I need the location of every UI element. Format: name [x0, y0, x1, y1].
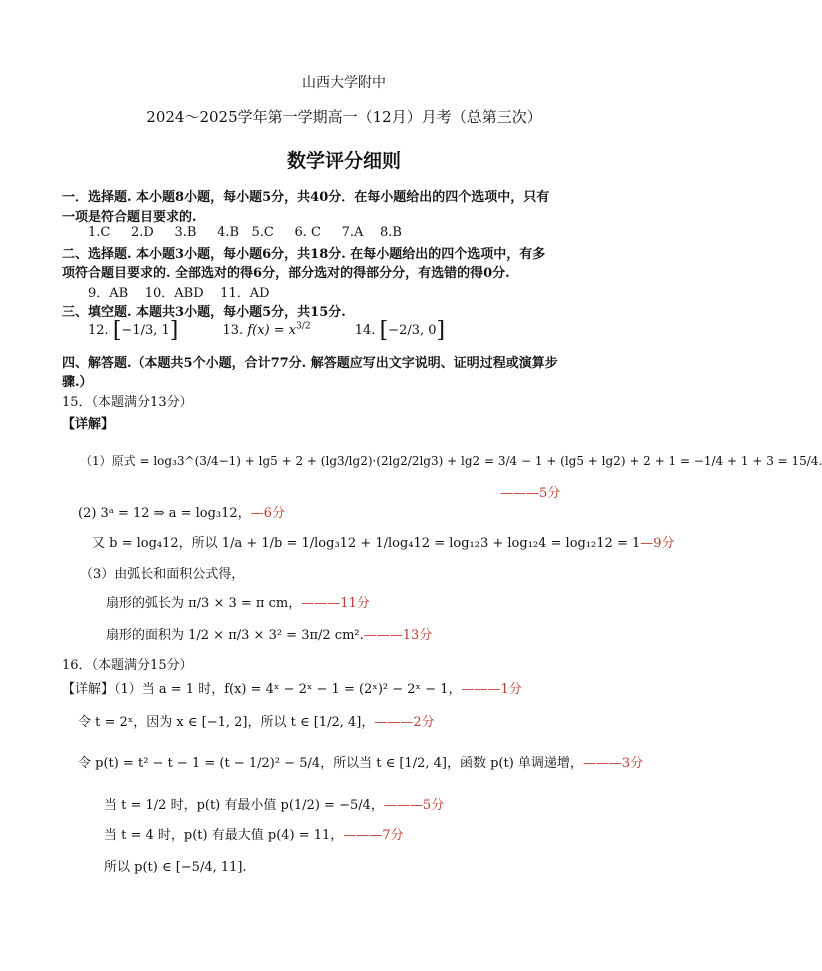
q15-line6: 扇形的面积为 1/2 × π/3 × 3² = 3π/2 cm².———13分 [106, 628, 433, 643]
part3-heading: 三、填空题. 本题共3小题，每小题5分，共15分. [62, 305, 346, 320]
answer-14-label: 14. [354, 323, 376, 338]
q16-score-3: ———3分 [582, 756, 644, 771]
q15-line3: 又 b = log₄12，所以 1/a + 1/b = 1/log₃12 + 1/log₄12 = log₁₂3 + log₁₂4 = log₁₂12 = 1—9分 [92, 536, 675, 551]
q16-line6: 所以 p(t) ∈ [−5/4, 11]. [104, 860, 247, 875]
q15-title: 15．（本题满分13分） [62, 395, 193, 410]
q16-line1: 【详解】（1）当 a = 1 时，f(x) = 4ˣ − 2ˣ − 1 = (2ˣ)² − 2ˣ − 1，———1分 [62, 682, 522, 697]
q15-score-11: ———11分 [301, 596, 370, 611]
q16-score-5: ———5分 [383, 798, 445, 813]
part1-heading: 一．选择题. 本小题8小题，每小题5分，共40分．在每小题给出的四个选项中，只有 [62, 190, 550, 205]
q15-score-6: —6分 [250, 506, 285, 521]
part2-heading2: 项符合题目要求的. 全部选对的得6分，部分选对的得部分分，有选错的得0分. [62, 266, 510, 281]
part1-answers: 1.C 2.D 3.B 4.B 5.C 6. C 7.A 8.B [88, 225, 402, 240]
part2-answers: 9．AB 10．ABD 11．AD [88, 286, 270, 301]
fill-answers: 12. [−1/3, 1] 13. $f(x) = x^{3/2}$ 14. [−2/3, 0] [88, 318, 446, 343]
q16-line5: 当 t = 4 时，p(t) 有最大值 p(4) = 11，———7分 [104, 828, 404, 843]
q15-score-5: ———5分 [500, 486, 561, 501]
part4-heading2: 骤.） [62, 375, 93, 390]
q16-score-1: ———1分 [461, 682, 522, 697]
answer-12-value: −1/3, 1 [121, 323, 170, 338]
answer-14-value: −2/3, 0 [388, 323, 437, 338]
q16-line4: 当 t = 1/2 时，p(t) 有最小值 p(1/2) = −5/4，———5分 [104, 798, 445, 813]
q15-line1: （1）原式 = log₃3^(3/4−1) + lg5 + 2 + (lg3/lg2)·(2lg2/2lg3) + lg2 = 3/4 − 1 + (lg5 + lg2) + 2 + 1 = −1/4 + 1 + 3 = 15/4. [80, 454, 822, 468]
q16-line3: 令 p(t) = t² − t − 1 = (t − 1/2)² − 5/4，所以当 t ∈ [1/2, 4]，函数 p(t) 单调递增，———3分 [78, 756, 644, 771]
answer-12-label: 12. [88, 323, 109, 338]
part2-heading: 二、选择题. 本小题3小题，每小题6分，共18分. 在每小题给出的四个选项中，有多 [62, 247, 546, 262]
exam-title: 2024～2025学年第一学期高一（12月）月考（总第三次） [146, 108, 542, 126]
q15-line5: 扇形的弧长为 π/3 × 3 = π cm，———11分 [106, 596, 370, 611]
q15-score-9: —9分 [640, 536, 675, 551]
q16-score-7: ———7分 [343, 828, 404, 843]
answer-13-value: f(x) = x [247, 323, 297, 338]
q16-score-2: ———2分 [374, 715, 435, 730]
q15-line2: (2) 3ᵃ = 12 ⇒ a = log₃12，—6分 [78, 506, 285, 521]
q15-line4: （3）由弧长和面积公式得， [80, 567, 245, 582]
school-name: 山西大学附中 [302, 75, 386, 91]
q15-detail: 【详解】 [62, 417, 115, 432]
q16-line2: 令 t = 2ˣ，因为 x ∈ [−1, 2]，所以 t ∈ [1/2, 4]，———2分 [78, 715, 435, 730]
answer-13-label: 13. [222, 323, 244, 338]
q15-line1-expr: log₃3^(3/4−1) + lg5 + 2 + (lg3/lg2)·(2lg2/2lg3) + lg2 = 3/4 − 1 + (lg5 + lg2) + 2 + 1 = −1/4 + 1 + 3 = 15/4. [153, 454, 822, 468]
part4-heading: 四、解答题.（本题共5个小题，合计77分. 解答题应写出文字说明、证明过程或演算步 [62, 356, 558, 371]
q15-score-13: ———13分 [363, 628, 433, 643]
page-title: 数学评分细则 [286, 150, 401, 172]
q16-title: 16．（本题满分15分） [62, 658, 193, 673]
part1-heading2: 一项是符合题目要求的. [62, 210, 197, 225]
